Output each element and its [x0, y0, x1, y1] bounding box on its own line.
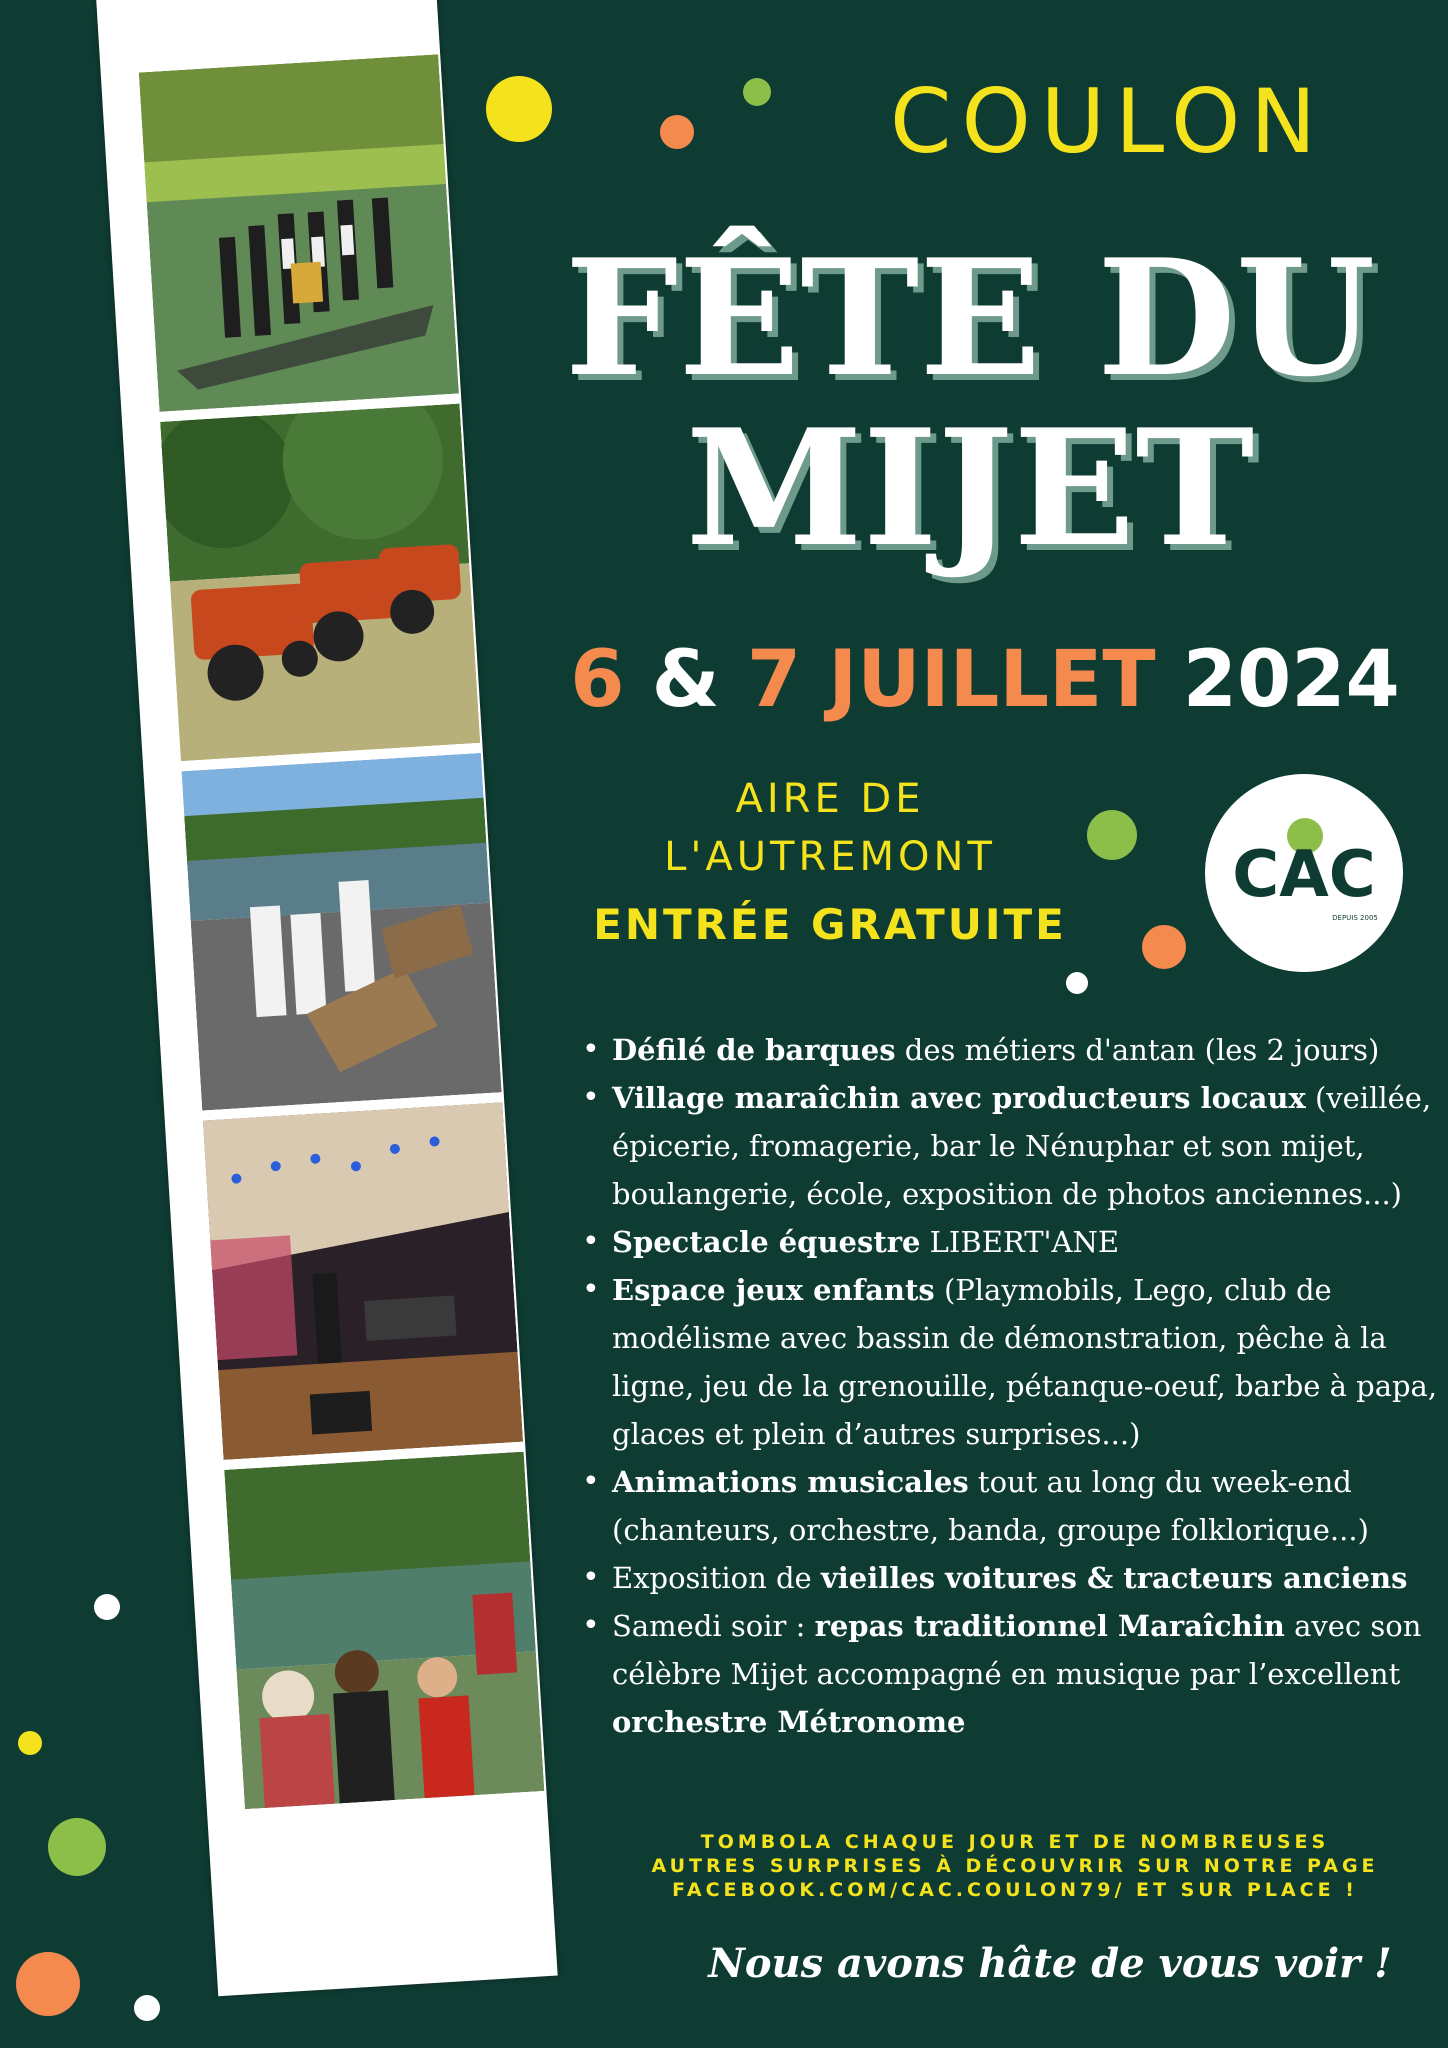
- program-item: • Spectacle équestre LIBERT'ANE: [612, 1218, 1448, 1266]
- green-dot-left: [48, 1818, 106, 1876]
- event-title-line1: FÊTE DU: [564, 224, 1376, 412]
- logo-since: DEPUIS 2005: [1332, 914, 1378, 922]
- tombola-line1: TOMBOLA CHAQUE JOUR ET DE NOMBREUSES: [700, 1831, 1330, 1853]
- date-year: 2024: [1182, 635, 1400, 725]
- venue-line1: AIRE DE: [735, 776, 925, 822]
- program-item: • Défilé de barques des métiers d'antan (les 2 jours): [612, 1026, 1448, 1074]
- white-dot-bottom: [134, 1995, 160, 2021]
- program-item: • Animations musicales tout au long du week-end (chanteurs, orchestre, banda, groupe folklorique...): [612, 1458, 1448, 1554]
- stage-concert-photo: [203, 1102, 523, 1460]
- program-item: • Espace jeux enfants (Playmobils, Lego, club de modélisme avec bassin de démonstration, pêche à la ligne, jeu de la grenouille, pétanque-oeuf, barbe à papa, glaces et plein d’autres surprises...): [612, 1266, 1448, 1458]
- town-name: COULON: [890, 70, 1327, 173]
- program-item: • Village maraîchin avec producteurs locaux (veillée, épicerie, fromagerie, bar le Nénuphar et son mijet, boulangerie, école, exposition de photos anciennes...): [612, 1074, 1448, 1218]
- traditional-boat-photo: [139, 54, 459, 412]
- photo-film-strip: [95, 0, 558, 1996]
- program-list: [580, 1026, 1448, 1746]
- date-day2-month: 7 JUILLET: [746, 635, 1156, 725]
- yellow-dot-large: [486, 76, 552, 142]
- yellow-dot-left: [18, 1731, 42, 1755]
- program-item: • Exposition de vieilles voitures & tracteurs anciens: [612, 1554, 1448, 1602]
- orange-dot-mid: [1142, 925, 1186, 969]
- green-dot: [743, 78, 771, 106]
- riverside-crowd-photo: [224, 1452, 544, 1810]
- closing-message: Nous avons hâte de vous voir !: [708, 1940, 1392, 1987]
- orange-dot: [660, 115, 694, 149]
- venue-line2: L'AUTREMONT: [664, 834, 996, 880]
- logo-text: CAC: [1232, 838, 1376, 912]
- venue-address: [560, 770, 1100, 886]
- tombola-line2: AUTRES SURPRISES À DÉCOUVRIR SUR NOTRE PAGE: [651, 1855, 1379, 1877]
- event-title-line2: MIJET: [685, 394, 1255, 582]
- date-ampersand: &: [651, 635, 720, 725]
- program-item: • Samedi soir : repas traditionnel Maraîchin avec son célèbre Mijet accompagné en musique par l’excellent orchestre Métronome: [612, 1602, 1448, 1746]
- cac-logo: [1205, 774, 1403, 972]
- date-day1: 6: [570, 635, 625, 725]
- white-dot-left: [94, 1594, 120, 1620]
- red-tractors-photo: [160, 404, 480, 762]
- event-dates: [555, 635, 1415, 725]
- procession-photo: [181, 753, 501, 1111]
- white-dot-small: [1066, 972, 1088, 994]
- orange-dot-left: [16, 1952, 80, 2016]
- free-entry-label: ENTRÉE GRATUITE: [593, 900, 1067, 949]
- tombola-notice: [600, 1830, 1430, 1902]
- tombola-line3: FACEBOOK.COM/CAC.COULON79/ ET SUR PLACE !: [672, 1879, 1358, 1901]
